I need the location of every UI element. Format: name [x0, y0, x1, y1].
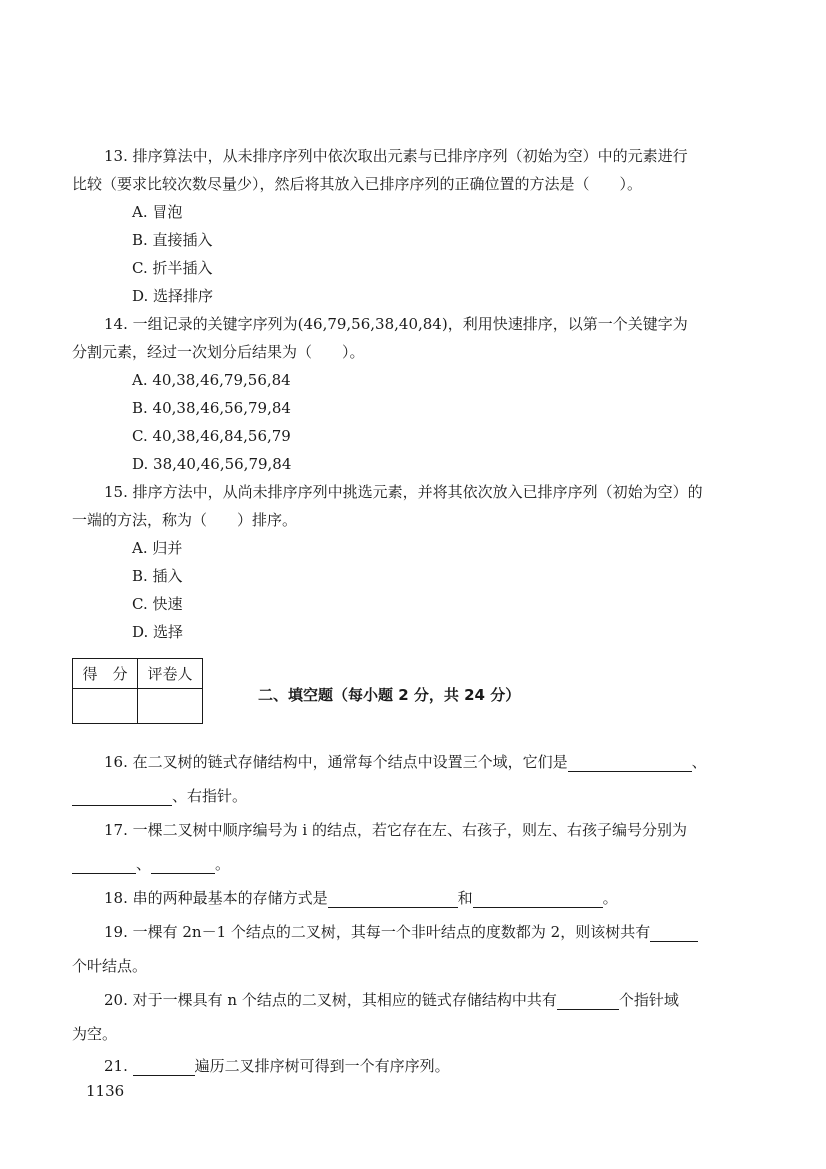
q21-blank[interactable]	[133, 1059, 195, 1076]
q13-option-d: D. 选择排序	[132, 287, 214, 305]
q20-line2: 为空。	[72, 1025, 118, 1043]
q20-line1	[104, 990, 679, 1010]
q18-text: 18. 串的两种最基本的存储方式是	[104, 889, 328, 907]
q14-option-d: D. 38,40,46,56,79,84	[132, 455, 292, 473]
q17-blank-2[interactable]	[151, 857, 215, 874]
q16-tail: 、右指针。	[172, 787, 248, 805]
q14-stem-line2: 分割元素，经过一次划分后结果为（ ）。	[72, 343, 365, 361]
q20-tail: 个指针域	[618, 991, 679, 1009]
q13-option-c: C. 折半插入	[132, 259, 213, 277]
grader-cell[interactable]	[138, 689, 203, 724]
q17-separator: 、	[136, 855, 152, 873]
q17-line2	[72, 854, 230, 874]
q13-stem-line2: 比较（要求比较次数尽量少），然后将其放入已排序序列的正确位置的方法是（ ）。	[72, 175, 643, 193]
q15-stem-line2: 一端的方法，称为（ ）排序。	[72, 511, 298, 529]
q18-blank-2[interactable]	[473, 891, 603, 908]
q15-option-d: D. 选择	[132, 623, 184, 641]
q13-stem-line1: 13. 排序算法中，从未排序序列中依次取出元素与已排序序列（初始为空）中的元素进行	[104, 147, 688, 165]
q20-blank[interactable]	[557, 993, 619, 1010]
q19-line2: 个叶结点。	[72, 957, 148, 975]
q16-blank-1[interactable]	[568, 755, 692, 772]
q16-line1	[104, 752, 707, 772]
q13-option-a: A. 冒泡	[132, 203, 183, 221]
q14-stem-line1: 14. 一组记录的关键字序列为(46,79,56,38,40,84)，利用快速排序，以第一个关键字为	[104, 315, 688, 333]
q16-text: 16. 在二叉树的链式存储结构中，通常每个结点中设置三个域，它们是	[104, 753, 568, 771]
q21-line	[104, 1056, 450, 1076]
q16-blank-2[interactable]	[72, 789, 172, 806]
q17-line1: 17. 一棵二叉树中顺序编号为 i 的结点，若它存在左、右孩子，则左、右孩子编号分别为	[104, 821, 687, 839]
q14-option-b: B. 40,38,46,56,79,84	[132, 399, 291, 417]
q19-blank[interactable]	[650, 925, 698, 942]
q18-blank-1[interactable]	[328, 891, 458, 908]
q16-separator: 、	[691, 753, 707, 771]
q14-option-c: C. 40,38,46,84,56,79	[132, 427, 291, 445]
q18-end: 。	[602, 889, 618, 907]
grader-header: 评卷人	[138, 659, 203, 689]
section-title: 二、填空题（每小题 2 分，共 24 分）	[258, 686, 521, 704]
q17-end: 。	[215, 855, 231, 873]
q15-stem-line1: 15. 排序方法中，从尚未排序序列中挑选元素，并将其依次放入已排序序列（初始为空）的	[104, 483, 703, 501]
q17-blank-1[interactable]	[72, 857, 136, 874]
score-table	[72, 658, 203, 724]
q19-line1	[104, 922, 698, 942]
page-number: 1136	[86, 1082, 125, 1100]
q20-text: 20. 对于一棵具有 n 个结点的二叉树，其相应的链式存储结构中共有	[104, 991, 557, 1009]
q13-option-b: B. 直接插入	[132, 231, 213, 249]
q18-line	[104, 888, 618, 908]
score-cell[interactable]	[73, 689, 138, 724]
q15-option-c: C. 快速	[132, 595, 183, 613]
q21-text: 遍历二叉排序树可得到一个有序序列。	[194, 1057, 450, 1075]
q16-line2	[72, 786, 247, 806]
q21-prefix: 21.	[104, 1057, 128, 1075]
q15-option-b: B. 插入	[132, 567, 183, 585]
q15-option-a: A. 归并	[132, 539, 183, 557]
q19-text: 19. 一棵有 2n－1 个结点的二叉树，其每一个非叶结点的度数都为 2，则该树共有	[104, 923, 651, 941]
q14-option-a: A. 40,38,46,79,56,84	[132, 371, 291, 389]
score-header: 得 分	[73, 659, 138, 689]
q18-mid: 和	[457, 889, 473, 907]
